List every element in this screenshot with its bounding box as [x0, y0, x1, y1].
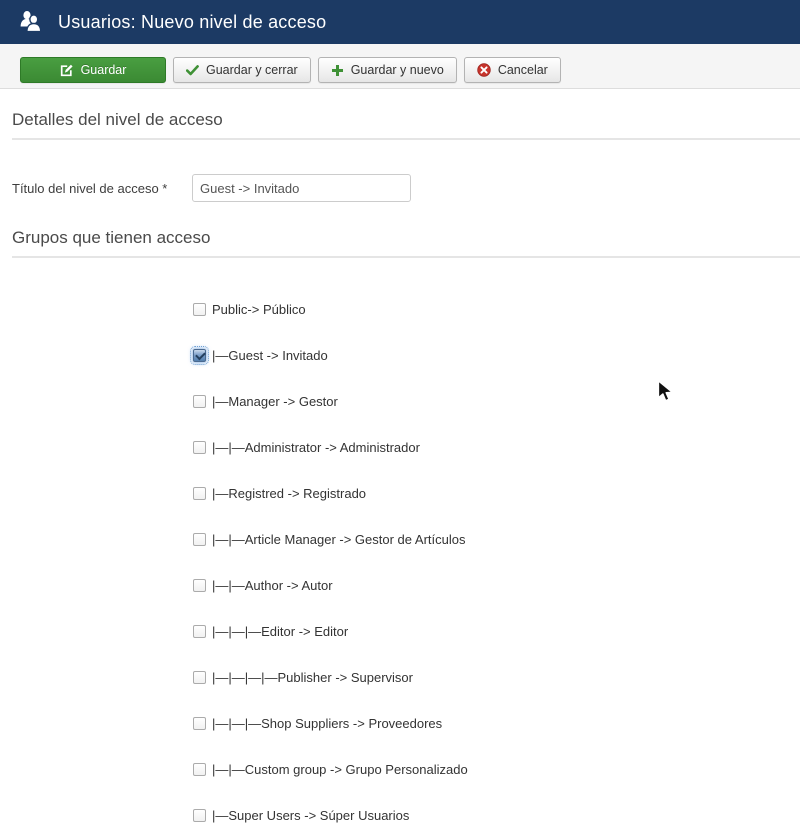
group-checkbox[interactable] — [193, 303, 206, 316]
save-button-label: Guardar — [80, 63, 127, 77]
page-title: Usuarios: Nuevo nivel de acceso — [58, 11, 327, 32]
group-row[interactable] — [193, 378, 800, 424]
group-row[interactable] — [193, 286, 800, 332]
group-checkbox[interactable] — [193, 625, 206, 638]
title-field-row — [12, 174, 800, 202]
details-section-divider — [12, 138, 800, 140]
plus-icon — [331, 64, 344, 77]
group-label[interactable]: |—Super Users -> Súper Usuarios — [212, 807, 410, 823]
cancel-button-label: Cancelar — [497, 63, 548, 77]
group-checkbox[interactable] — [193, 533, 206, 546]
group-checkbox[interactable] — [193, 809, 206, 822]
group-label[interactable]: |—|—Author -> Autor — [212, 577, 333, 593]
group-label[interactable]: |—Registred -> Registrado — [212, 485, 367, 501]
group-row[interactable] — [193, 470, 800, 516]
group-row[interactable] — [193, 654, 800, 700]
group-label[interactable]: |—|—Custom group -> Grupo Personalizado — [212, 761, 468, 777]
group-row[interactable] — [193, 746, 800, 792]
details-section-heading: Detalles del nivel de acceso — [12, 110, 223, 129]
group-checkbox[interactable] — [193, 349, 206, 362]
group-label[interactable]: |—|—|—Editor -> Editor — [212, 623, 349, 639]
group-checkbox[interactable] — [193, 717, 206, 730]
save-button[interactable] — [20, 57, 166, 83]
save-close-button[interactable] — [173, 57, 311, 83]
save-close-button-label: Guardar y cerrar — [206, 63, 298, 77]
group-label[interactable]: |—Manager -> Gestor — [212, 393, 338, 409]
group-label[interactable]: |—|—Article Manager -> Gestor de Artículos — [212, 531, 466, 547]
group-checkbox[interactable] — [193, 395, 206, 408]
cancel-icon — [477, 63, 491, 77]
apply-icon — [60, 64, 74, 77]
group-label[interactable]: Public-> Público — [212, 301, 306, 317]
group-list — [193, 286, 800, 830]
group-checkbox[interactable] — [193, 763, 206, 776]
group-checkbox[interactable] — [193, 441, 206, 454]
group-row[interactable] — [193, 424, 800, 470]
group-label[interactable]: |—Guest -> Invitado — [212, 347, 328, 363]
group-checkbox[interactable] — [193, 487, 206, 500]
group-label[interactable]: |—|—|—|—Publisher -> Supervisor — [212, 669, 413, 685]
check-icon — [186, 65, 199, 76]
title-field-label: Título del nivel de acceso * — [12, 180, 168, 196]
groups-section-heading: Grupos que tienen acceso — [12, 228, 211, 247]
title-field-input[interactable] — [192, 174, 411, 202]
group-row[interactable] — [193, 516, 800, 562]
toolbar — [0, 44, 800, 89]
save-new-button-label: Guardar y nuevo — [350, 63, 444, 77]
users-icon — [17, 9, 47, 35]
page-header — [0, 0, 800, 44]
group-checkbox[interactable] — [193, 579, 206, 592]
group-row[interactable] — [193, 608, 800, 654]
groups-section-divider — [12, 256, 800, 258]
group-checkbox[interactable] — [193, 671, 206, 684]
cancel-button[interactable] — [464, 57, 561, 83]
group-row[interactable] — [193, 792, 800, 830]
group-label[interactable]: |—|—|—Shop Suppliers -> Proveedores — [212, 715, 443, 731]
save-new-button[interactable] — [318, 57, 457, 83]
group-row[interactable] — [193, 562, 800, 608]
group-label[interactable]: |—|—Administrator -> Administrador — [212, 439, 420, 455]
group-row[interactable] — [193, 332, 800, 378]
group-row[interactable] — [193, 700, 800, 746]
main-content — [0, 110, 800, 830]
